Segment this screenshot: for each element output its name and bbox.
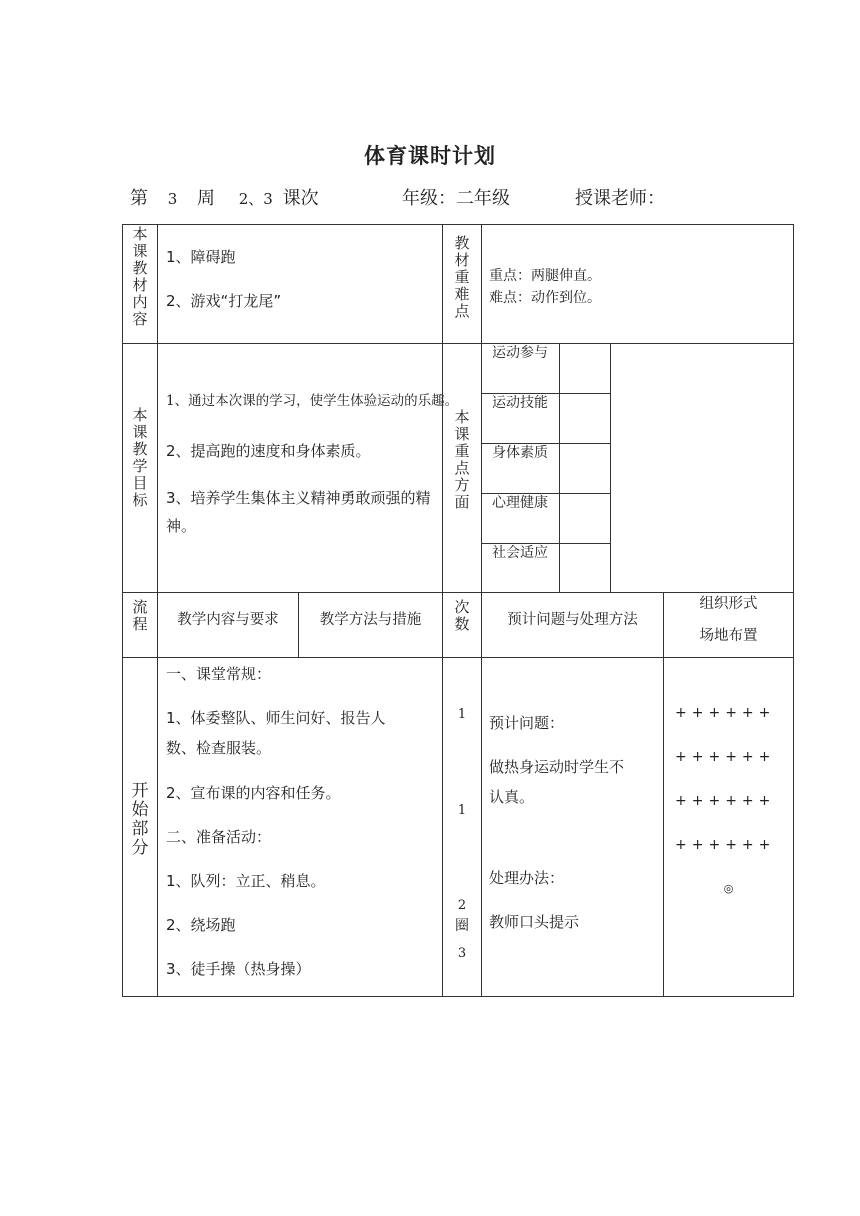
col-count: 次数 (454, 598, 470, 633)
aspect-sports-participation: 运动参与 (492, 345, 548, 361)
content-item-1: 1、障碍跑 (166, 248, 236, 266)
formation-row: ++++++ (675, 705, 776, 721)
focus-label: 教材重难点 (454, 234, 470, 320)
col-flow: 流程 (132, 598, 148, 633)
col-venue-layout: 场地布置 (699, 628, 758, 644)
count-4: 3 (457, 946, 467, 961)
teacher-label: 授课老师： (575, 188, 665, 209)
week-suffix: 周 (197, 188, 216, 209)
difficulty: 难点：动作到位。 (489, 290, 601, 306)
content-line-2: 1、体委整队、师生问好、报告人 (166, 709, 386, 727)
aspects-label: 本课重点方面 (454, 408, 470, 511)
teacher-position-mark: ◎ (723, 882, 734, 895)
row2-label: 本课教学目标 (132, 406, 148, 509)
content-line-1: 一、课堂常规： (166, 665, 272, 683)
grade-label: 年级：二年级 (402, 188, 510, 209)
goal-3: 3、培养学生集体主义精神勇敢顽强的精神。 (166, 489, 431, 535)
formation-row: ++++++ (675, 837, 776, 853)
solution-label: 处理办法： (489, 869, 565, 887)
formation-row: ++++++ (675, 793, 776, 809)
col-content: 教学内容与要求 (177, 612, 279, 628)
goal-1: 1、通过本次课的学习，使学生体验运动的乐趣。 (166, 393, 459, 409)
aspect-mental-health: 心理健康 (492, 495, 548, 511)
week-number: 3 (167, 190, 178, 208)
aspect-social-adaptation: 社会适应 (492, 545, 548, 561)
problem-text-2: 认真。 (489, 788, 535, 806)
problem-text-1: 做热身运动时学生不 (489, 758, 625, 776)
solution-text: 教师口头提示 (489, 913, 580, 931)
content-line-7: 2、绕场跑 (166, 916, 236, 934)
count-1: 1 (457, 707, 467, 722)
aspect-sports-skills: 运动技能 (492, 395, 548, 411)
key-point: 重点：两腿伸直。 (489, 268, 601, 284)
content-line-8: 3、徒手操（热身操） (166, 960, 311, 978)
page-title: 体育课时计划 (364, 144, 496, 168)
aspect-physical-fitness: 身体素质 (492, 445, 548, 461)
col-org-form: 组织形式 (699, 596, 758, 612)
content-line-6: 1、队列：立正、稍息。 (166, 872, 326, 890)
week-prefix: 第 (130, 188, 148, 209)
content-line-3: 数、检查服装。 (166, 739, 272, 757)
row1-label: 本课教材内容 (132, 225, 148, 328)
count-3-unit: 圈 (455, 918, 469, 934)
content-line-5: 二、准备活动： (166, 828, 272, 846)
week-info (130, 184, 319, 210)
count-2: 1 (457, 803, 467, 818)
goal-2: 2、提高跑的速度和身体素质。 (166, 442, 371, 460)
formation-row: ++++++ (675, 749, 776, 765)
problem-label: 预计问题： (489, 714, 565, 732)
content-line-4: 2、宣布课的内容和任务。 (166, 784, 341, 802)
part1-label: 开始部分 (131, 781, 149, 858)
lesson-label: 课次 (282, 188, 319, 209)
content-item-2: 2、游戏“打龙尾” (166, 292, 282, 310)
col-method: 教学方法与措施 (319, 612, 422, 628)
col-problem: 预计问题与处理方法 (507, 612, 638, 628)
lesson-number: 2、3 (238, 190, 273, 208)
count-3: 2 (457, 898, 467, 913)
